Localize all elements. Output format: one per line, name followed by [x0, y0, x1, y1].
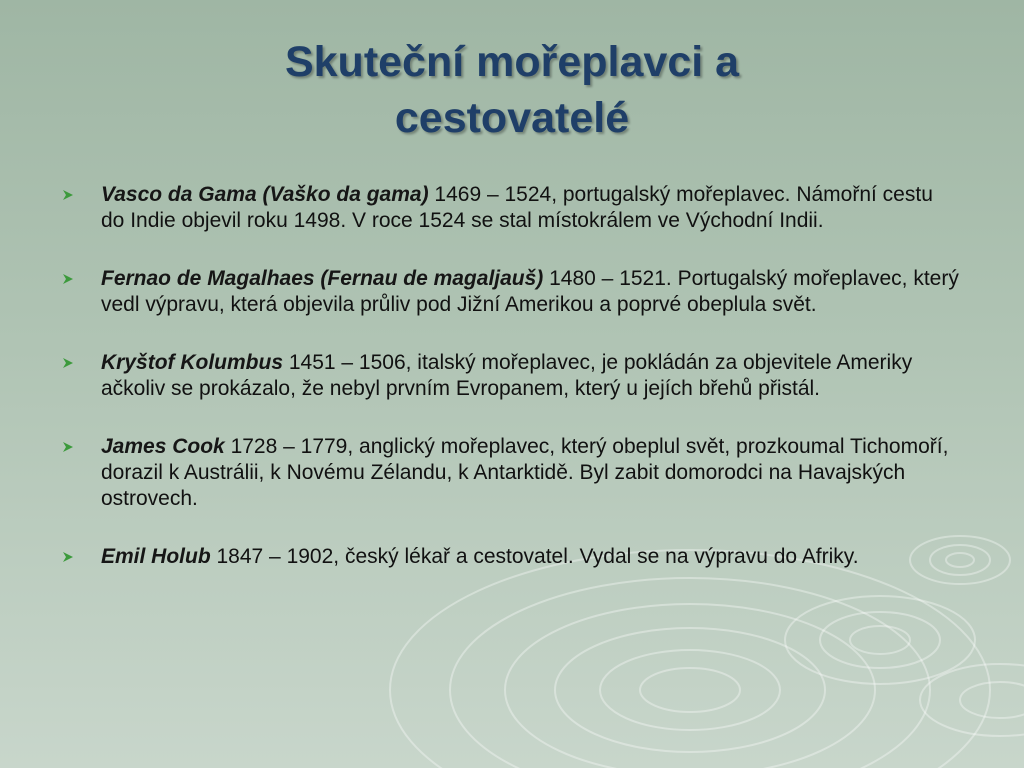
green-arrowhead-icon [62, 551, 74, 563]
list-item [62, 266, 962, 318]
item-text: 1847 – 1902, český lékař a cestovatel. Vydal se na výpravu do Afriky. [210, 545, 859, 568]
green-arrowhead-icon [62, 441, 74, 453]
item-name: Kryštof Kolumbus [101, 351, 284, 374]
item-name: Vasco da Gama (Vaško da gama) [101, 183, 429, 206]
slide-title-line-1: Skuteční mořeplavci a [284, 38, 740, 86]
bullet-list [62, 182, 962, 602]
list-item [62, 350, 962, 402]
item-text: 1451 – 1506, italský mořeplavec, je pokládán za objevitele Ameriky ačkoliv se prokázalo, že nebyl prvním Evropanem, který u jejích břehů přistál. [101, 351, 913, 400]
slide-title-line-2: cestovatelé [394, 94, 630, 142]
slide-title [0, 34, 1024, 146]
item-name: James Cook [101, 435, 225, 458]
list-item [62, 434, 962, 512]
green-arrowhead-icon [62, 189, 74, 201]
item-name: Fernao de Magalhaes (Fernau de magaljauš) [101, 267, 544, 290]
item-text: 1469 – 1524, portugalský mořeplavec. Námořní cestu do Indie objevil roku 1498. V roce 1524 se stal místokrálem ve Východní Indii. [101, 183, 933, 232]
item-text: 1480 – 1521. Portugalský mořeplavec, který vedl výpravu, která objevila průliv pod Jižní Amerikou a poprvé obeplula svět. [101, 267, 959, 316]
item-text: 1728 – 1779, anglický mořeplavec, který obeplul svět, prozkoumal Tichomoří, dorazil k Austrálii, k Novému Zélandu, k Antarktidě. Byl zabit domorodci na Havajských ostrovech. [101, 435, 949, 510]
item-name: Emil Holub [101, 545, 211, 568]
green-arrowhead-icon [62, 357, 74, 369]
green-arrowhead-icon [62, 273, 74, 285]
list-item [62, 544, 962, 570]
list-item [62, 182, 962, 234]
